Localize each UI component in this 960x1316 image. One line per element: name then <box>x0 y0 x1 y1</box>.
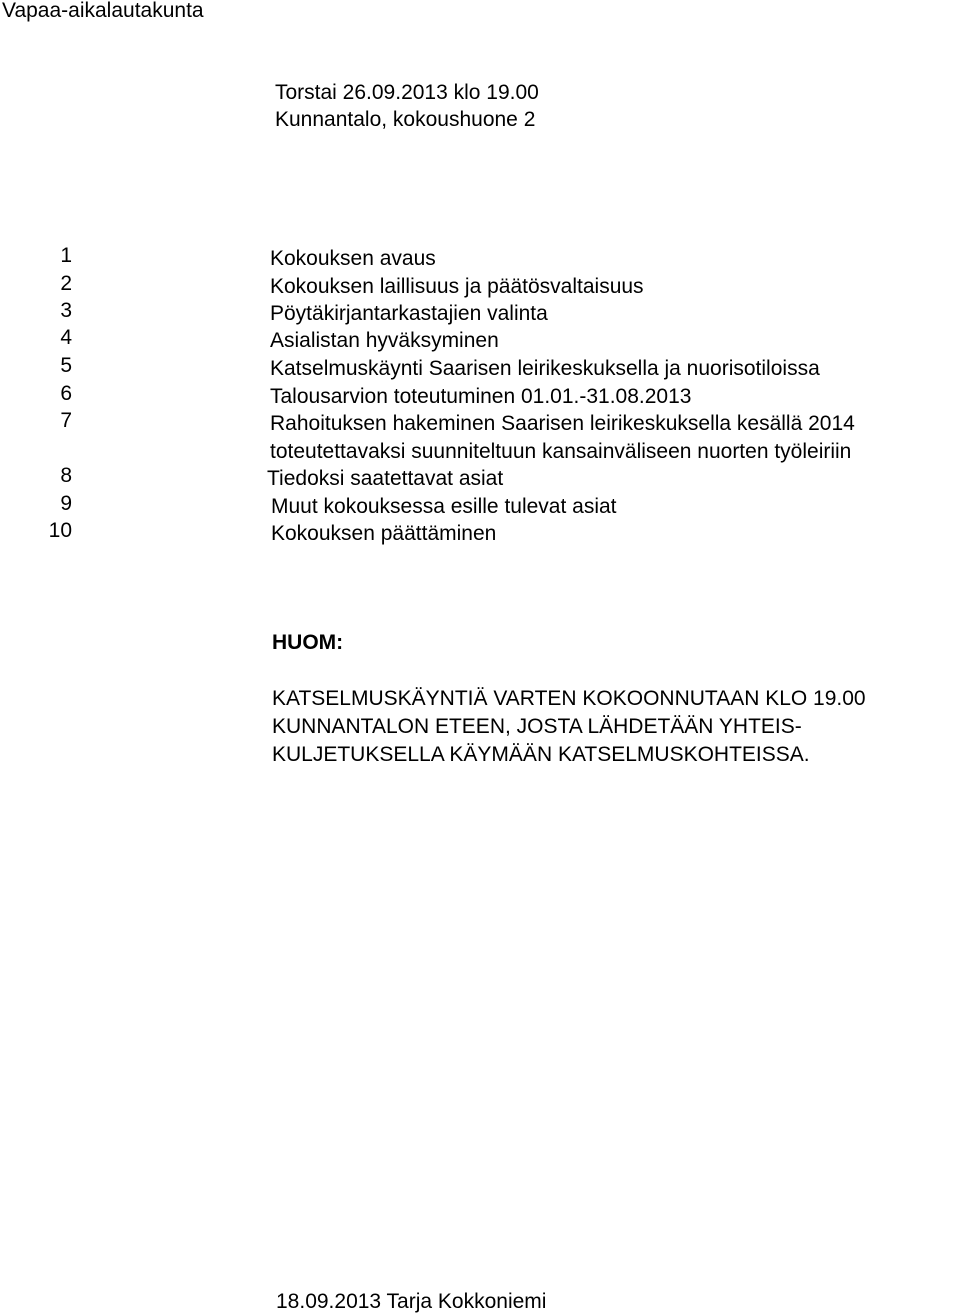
agenda-item-title-continued: toteutettavaksi suunniteltuun kansainväliseen nuorten työleiriin <box>270 440 852 463</box>
agenda-item-title: Asialistan hyväksyminen <box>270 329 499 352</box>
agenda-item-title: Muut kokouksessa esille tulevat asiat <box>271 495 617 518</box>
agenda-item-number: 3 <box>60 299 72 322</box>
agenda-item-number: 8 <box>60 464 72 487</box>
notice-heading: HUOM: <box>272 631 344 654</box>
agenda-item-number: 7 <box>60 409 72 432</box>
agenda-item-title: Tiedoksi saatettavat asiat <box>267 467 504 490</box>
agenda-item-title: Katselmuskäynti Saarisen leirikeskuksella ja nuorisotiloissa <box>270 357 820 380</box>
agenda-item-title: Talousarvion toteutuminen 01.01.-31.08.2013 <box>270 385 692 408</box>
notice-line: KULJETUKSELLA KÄYMÄÄN KATSELMUSKOHTEISSA. <box>272 743 810 766</box>
agenda-item-title: Kokouksen laillisuus ja päätösvaltaisuus <box>270 275 644 298</box>
agenda-item-title: Rahoituksen hakeminen Saarisen leirikeskuksella kesällä 2014 <box>270 412 855 435</box>
agenda-item-number: 4 <box>60 326 72 349</box>
agenda-item-title: Pöytäkirjantarkastajien valinta <box>270 302 548 325</box>
agenda-item-number: 1 <box>60 244 72 267</box>
notice-text <box>272 685 866 769</box>
agenda-item-number: 2 <box>60 272 72 295</box>
notice-line: KATSELMUSKÄYNTIÄ VARTEN KOKOONNUTAAN KLO 19.00 <box>272 687 866 710</box>
agenda-item-title: Kokouksen päättäminen <box>271 522 497 545</box>
organization-name: Vapaa-aikalautakunta <box>2 0 204 22</box>
agenda-item-title: Kokouksen avaus <box>270 247 436 270</box>
notice-line: KUNNANTALON ETEEN, JOSTA LÄHDETÄÄN YHTEIS- <box>272 715 802 738</box>
footer-signature: 18.09.2013 Tarja Kokkoniemi <box>276 1290 547 1313</box>
meeting-location: Kunnantalo, kokoushuone 2 <box>275 108 536 131</box>
agenda-item-number: 10 <box>48 519 72 542</box>
meeting-date-time: Torstai 26.09.2013 klo 19.00 <box>275 81 539 104</box>
agenda-item-number: 5 <box>60 354 72 377</box>
agenda-item-number: 6 <box>60 382 72 405</box>
agenda-item-number: 9 <box>60 492 72 515</box>
